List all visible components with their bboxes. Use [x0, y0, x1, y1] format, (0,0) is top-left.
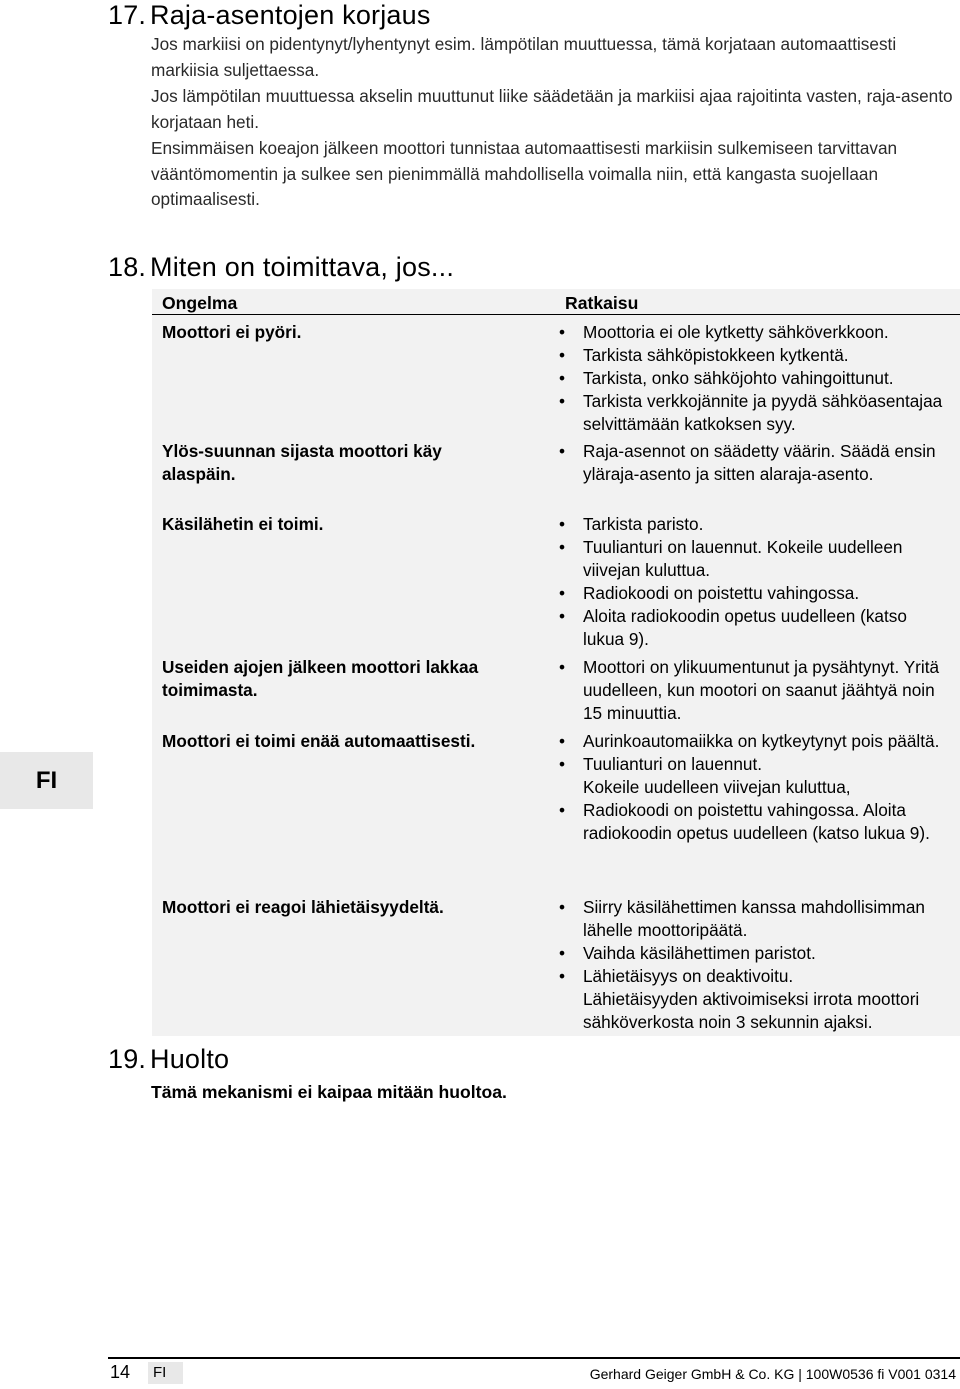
problem-cell: Ylös-suunnan sijasta moottori käy alaspäin.: [162, 441, 442, 484]
solution-cell: [556, 730, 951, 845]
footer-language-badge: FI: [148, 1362, 183, 1384]
solution-cell: [556, 656, 951, 725]
section-17-heading: [108, 0, 431, 31]
section-title: Miten on toimittava, jos...: [150, 252, 455, 282]
solution-item: • Radiokoodi on poistettu vahingossa. Aloita radiokoodin opetus uudelleen (katso lukua 9).: [556, 799, 951, 845]
troubleshooting-table: [152, 289, 960, 1036]
solution-item: • Tarkista, onko sähköjohto vahingoittunut.: [556, 367, 951, 390]
solution-item: • Radiokoodi on poistettu vahingossa.: [556, 582, 951, 605]
section-number: 18.: [108, 252, 147, 282]
solution-item: • Vaihda käsilähettimen paristot.: [556, 942, 951, 965]
section-title: Raja-asentojen korjaus: [150, 0, 431, 30]
problem-cell: Käsilähetin ei toimi.: [162, 514, 324, 534]
solution-item: • Tarkista paristo.: [556, 513, 951, 536]
solution-item: • Tuulianturi on lauennut.: [556, 753, 951, 776]
section-number: 19.: [108, 1044, 147, 1074]
paragraph: Jos lämpötilan muuttuessa akselin muuttunut liike säädetään ja markiisi ajaa rajoitinta vasten, raja-asento korjataan heti.: [151, 86, 953, 132]
problem-cell: Moottori ei toimi enää automaattisesti.: [162, 731, 476, 751]
solution-item: Kokeile uudelleen viivejan kuluttua,: [583, 777, 851, 797]
page-number: 14: [110, 1362, 131, 1382]
solution-item: • Tarkista sähköpistokkeen kytkentä.: [556, 344, 951, 367]
problem-cell: Moottori ei reagoi lähietäisyydeltä.: [162, 897, 444, 917]
solution-item: • Aloita radiokoodin opetus uudelleen (katso lukua 9).: [556, 605, 951, 651]
solution-cell: [556, 321, 951, 436]
column-header-solution: Ratkaisu: [565, 293, 639, 313]
maintenance-text: Tämä mekanismi ei kaipaa mitään huoltoa.: [151, 1082, 507, 1102]
footer-document-info: Gerhard Geiger GmbH & Co. KG | 100W0536 fi V001 0314: [589, 1366, 956, 1382]
solution-item: • Lähietäisyys on deaktivoitu.: [556, 965, 951, 988]
solution-cell: [556, 896, 951, 1034]
solution-item: • Siirry käsilähettimen kanssa mahdollisimman lähelle moottoripäätä.: [556, 896, 951, 942]
language-tab: FI: [0, 752, 93, 809]
header-divider: [152, 314, 960, 315]
section-number: 17.: [108, 0, 147, 30]
column-header-problem: Ongelma: [162, 293, 238, 313]
paragraph: Ensimmäisen koeajon jälkeen moottori tunnistaa automaattisesti markiisin sulkemiseen tarvittavan vääntömomentin ja sulkee sen pienimmällä mahdollisella voimalla niin, että kangasta suojellaan optimaalisesti.: [151, 138, 898, 210]
solution-cell: [556, 513, 951, 651]
solution-item: • Tarkista verkkojännite ja pyydä sähköasentajaa selvittämään katkoksen syy.: [556, 390, 951, 436]
solution-item: • Aurinkoautomaiikka on kytkeytynyt pois päältä.: [556, 730, 951, 753]
solution-item: • Raja-asennot on säädetty väärin. Säädä ensin yläraja-asento ja sitten alaraja-asento.: [556, 440, 951, 486]
section-title: Huolto: [150, 1044, 230, 1074]
problem-cell: Moottori ei pyöri.: [162, 322, 302, 342]
section-19-heading: [108, 1044, 229, 1075]
paragraph: Jos markiisi on pidentynyt/lyhentynyt esim. lämpötilan muuttuessa, tämä korjataan automaattisesti markiisia suljettaessa.: [151, 34, 897, 80]
solution-item: • Moottori on ylikuumentunut ja pysähtynyt. Yritä uudelleen, kun mootori on saanut jäähtyä noin 15 minuuttia.: [556, 656, 951, 725]
problem-cell: Useiden ajojen jälkeen moottori lakkaa toimimasta.: [162, 657, 479, 700]
solution-item: Lähietäisyyden aktivoimiseksi irrota moottori sähköverkosta noin 3 sekunnin ajaksi.: [583, 989, 920, 1032]
solution-item: • Tuulianturi on lauennut. Kokeile uudelleen viivejan kuluttua.: [556, 536, 951, 582]
section-18-heading: [108, 252, 454, 283]
footer-divider: [108, 1357, 960, 1359]
solution-item: • Moottoria ei ole kytketty sähköverkkoon.: [556, 321, 951, 344]
solution-cell: [556, 440, 951, 486]
